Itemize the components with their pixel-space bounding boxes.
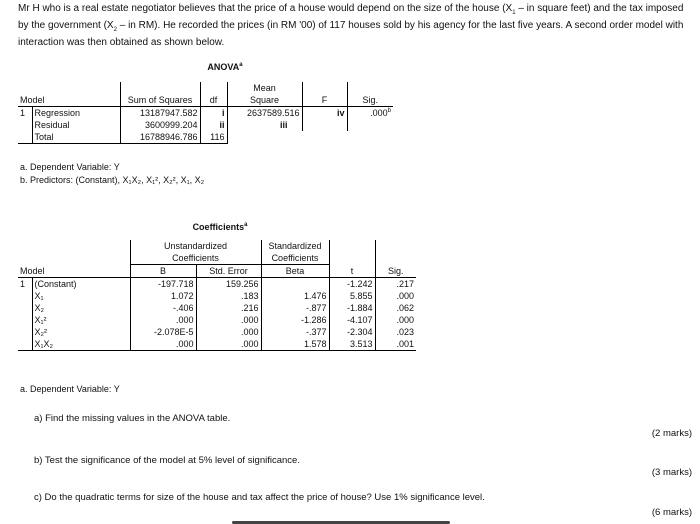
anova-note-b: b. Predictors: (Constant), X₁X₂, X₁², X₂², X₁, X₂ [20, 175, 205, 185]
anova-df: 116 [200, 131, 227, 144]
anova-row-label: Total [32, 131, 120, 144]
coef-t: -2.304 [329, 326, 375, 338]
coef-t: -1.242 [329, 278, 375, 291]
coef-se: .216 [196, 302, 261, 314]
anova-header-ms-2: Square [227, 94, 302, 107]
anova-ss: 16788946.786 [120, 131, 200, 144]
anova-title [150, 62, 300, 72]
coef-header-unstd-1: Unstandardized [130, 240, 261, 252]
coef-beta: -1.286 [261, 314, 329, 326]
coef-b: -.406 [130, 302, 196, 314]
coef-beta: 1.476 [261, 290, 329, 302]
coef-se: .000 [196, 314, 261, 326]
coef-beta [261, 278, 329, 291]
anova-header-ms-1: Mean [227, 82, 302, 94]
anova-f: iv [302, 107, 347, 120]
coef-row-label: X₂² [32, 326, 130, 338]
coef-beta: -.377 [261, 326, 329, 338]
anova-f [302, 119, 347, 131]
anova-title-text: ANOVA [207, 62, 240, 72]
coef-row-label: X₁ [32, 290, 130, 302]
coefficients-title [140, 222, 300, 232]
coef-se: .183 [196, 290, 261, 302]
coefficients-table [18, 240, 416, 351]
intro-sub2: 2 [113, 27, 117, 33]
anova-row-label: Regression [32, 107, 120, 120]
anova-ss: 3600999.204 [120, 119, 200, 131]
intro-paragraph [18, 0, 694, 51]
anova-row-label: Residual [32, 119, 120, 131]
coef-header-std-1: Standardized [261, 240, 329, 252]
anova-sig-sup: b [387, 108, 391, 114]
anova-header-f: F [302, 94, 347, 107]
coef-b: -2.078E-5 [130, 326, 196, 338]
coef-row-x1 [18, 290, 416, 302]
coef-header-sig: Sig. [375, 265, 416, 278]
coef-se: 159.256 [196, 278, 261, 291]
anova-header-df: df [200, 94, 227, 107]
coef-sig: .217 [375, 278, 416, 291]
anova-ms: iii [227, 119, 302, 131]
coef-t: -1.884 [329, 302, 375, 314]
coef-row-x2 [18, 302, 416, 314]
anova-table [18, 82, 393, 144]
anova-f [302, 131, 347, 144]
coef-header-se: Std. Error [196, 265, 261, 278]
anova-row-total [18, 131, 393, 144]
anova-df: ii [200, 119, 227, 131]
anova-title-sup: a [239, 62, 243, 68]
anova-note-a: a. Dependent Variable: Y [20, 162, 120, 172]
coef-header-unstd-2: Coefficients [130, 252, 261, 265]
anova-model-number: 1 [20, 108, 26, 118]
anova-ms [227, 131, 302, 144]
coef-sig: .000 [375, 314, 416, 326]
anova-header-sig: Sig. [347, 94, 393, 107]
coef-row-label: X₁² [32, 314, 130, 326]
coef-t: 5.855 [329, 290, 375, 302]
coef-beta: -.877 [261, 302, 329, 314]
anova-sig: .000 [370, 108, 388, 118]
coef-row-label: (Constant) [32, 278, 130, 291]
question-c: c) Do the quadratic terms for size of the house and tax affect the price of house? Use 1% significance level. [34, 492, 485, 503]
coef-beta: 1.578 [261, 338, 329, 351]
intro-part3: – in RM). He recorded the prices (in RM '00) of 117 houses sold by his agency for the last five years. A second order model with interaction was then obtained as shown below. [18, 20, 684, 48]
coef-sig: .001 [375, 338, 416, 351]
question-c-marks: (6 marks) [651, 507, 692, 518]
anova-header-model: Model [18, 94, 120, 107]
intro-part1: Mr H who is a real estate negotiator believes that the price of a house would depend on the size of the house (X [18, 3, 513, 14]
coef-sig: .062 [375, 302, 416, 314]
coef-row-x1-squared [18, 314, 416, 326]
coef-row-label: X₂ [32, 302, 130, 314]
coef-se: .000 [196, 338, 261, 351]
anova-ss: 13187947.582 [120, 107, 200, 120]
question-b-marks: (3 marks) [651, 467, 692, 478]
coef-row-label: X₁X₂ [32, 338, 130, 351]
intro-part2: – in square feet) and the tax imposed by the government (X [18, 3, 684, 31]
question-a-marks: (2 marks) [651, 428, 692, 439]
coef-b: .000 [130, 314, 196, 326]
coef-row-x1x2 [18, 338, 416, 351]
coef-row-x2-squared [18, 326, 416, 338]
coef-t: 3.513 [329, 338, 375, 351]
anova-header-ss: Sum of Squares [120, 94, 200, 107]
coef-b: 1.072 [130, 290, 196, 302]
coef-header-b: B [130, 265, 196, 278]
anova-df: i [200, 107, 227, 120]
question-a: a) Find the missing values in the ANOVA table. [34, 413, 231, 424]
coefficients-note: a. Dependent Variable: Y [20, 384, 120, 394]
question-b: b) Test the significance of the model at 5% level of significance. [34, 455, 300, 466]
anova-ms: 2637589.516 [227, 107, 302, 120]
coef-header-model: Model [18, 265, 130, 278]
coef-se: .000 [196, 326, 261, 338]
coef-row-constant [18, 278, 416, 291]
coef-model-number: 1 [20, 279, 26, 289]
anova-row-residual [18, 119, 393, 131]
coef-t: -4.107 [329, 314, 375, 326]
intro-sub1: 1 [512, 10, 516, 16]
coef-header-t: t [329, 265, 375, 278]
coef-header-std-2: Coefficients [261, 252, 329, 265]
coef-header-beta: Beta [261, 265, 329, 278]
coef-sig: .000 [375, 290, 416, 302]
coef-b: -197.718 [130, 278, 196, 291]
coef-b: .000 [130, 338, 196, 351]
coefficients-title-text: Coefficients [192, 222, 245, 232]
anova-row-regression [18, 107, 393, 120]
coefficients-title-sup: a [244, 222, 248, 228]
coef-sig: .023 [375, 326, 416, 338]
